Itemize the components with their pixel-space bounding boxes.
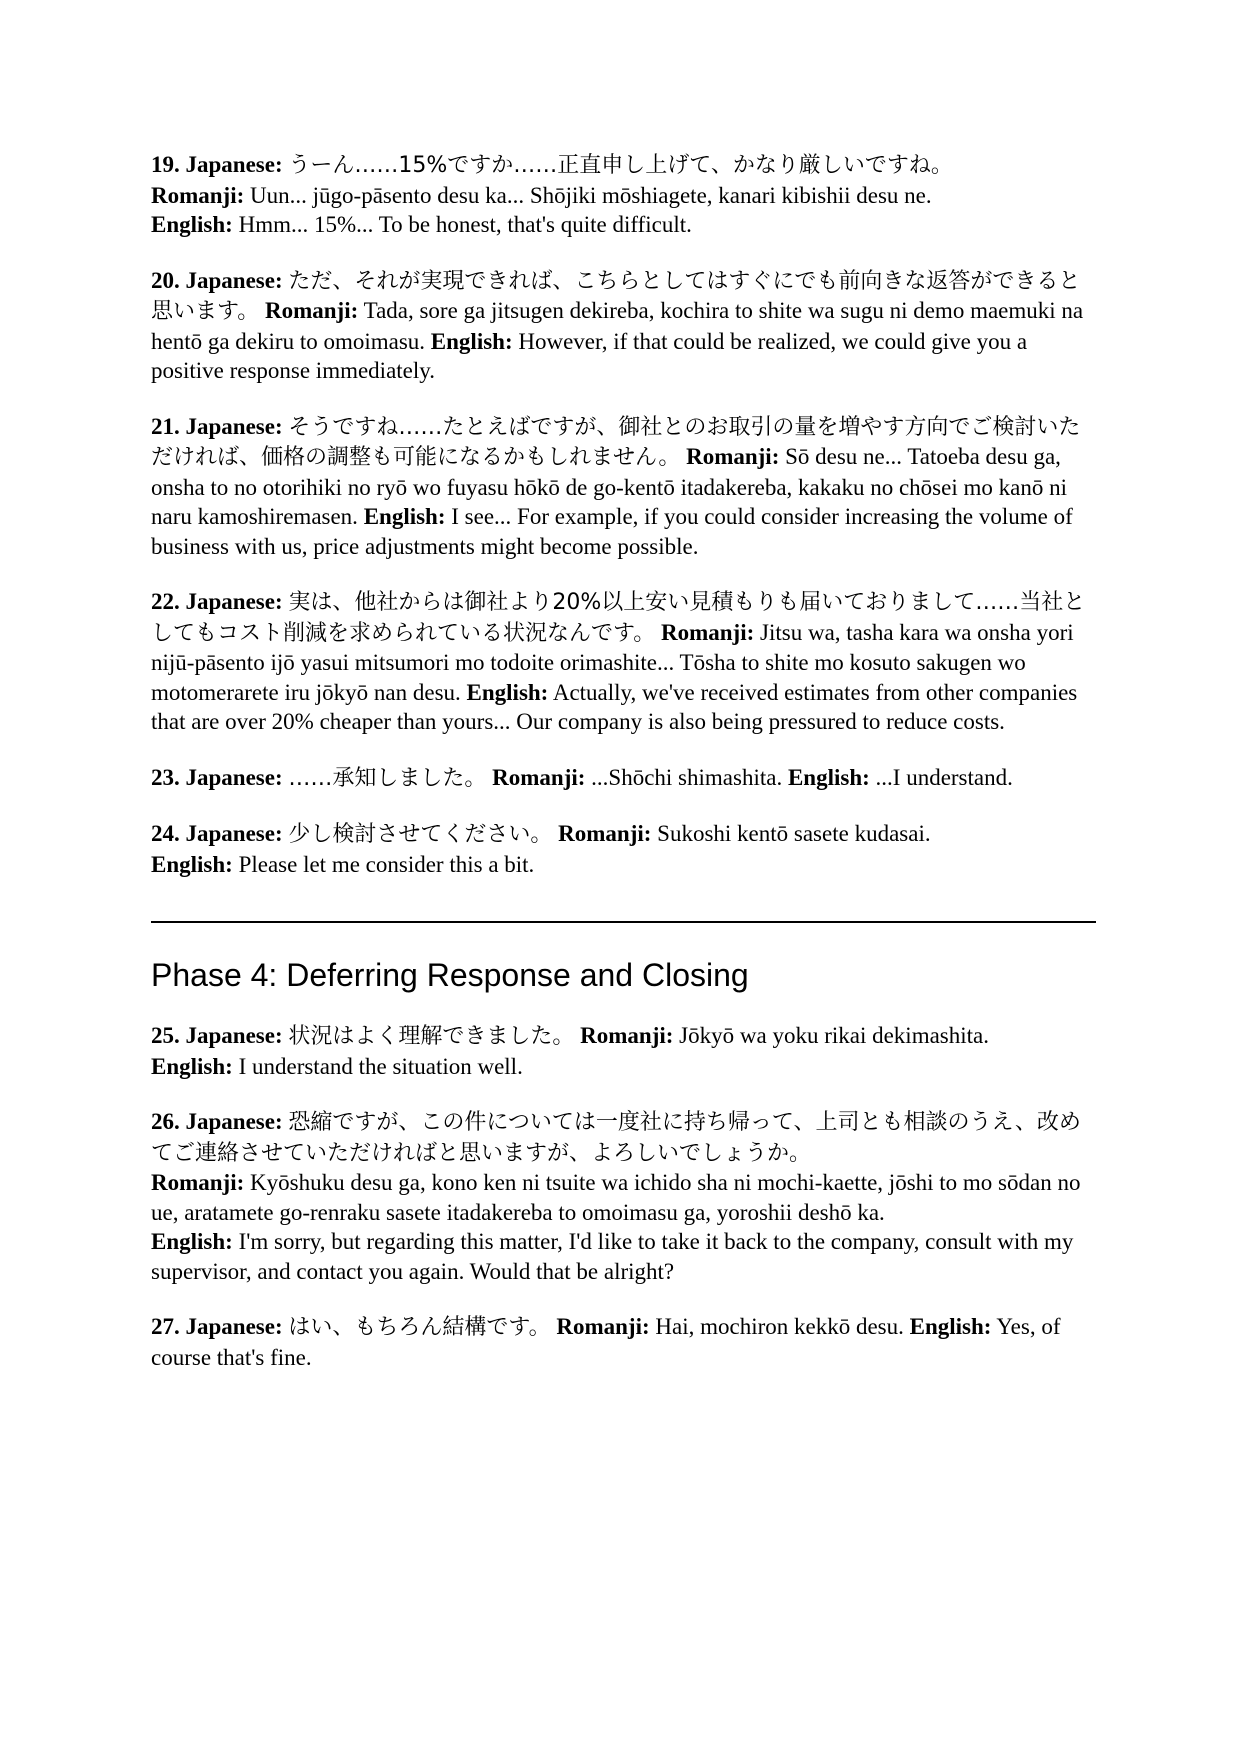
romanji-text: Uun... jūgo-pāsento desu ka... Shōjiki mōshiagete, kanari kibishii desu ne. [250, 182, 932, 208]
english-label: English: [430, 328, 513, 354]
dialogue-entry-26 [151, 1107, 1096, 1286]
entry-number: 22. [151, 589, 180, 614]
entry-number: 21. [151, 413, 180, 439]
romanji-label: Romanji: [265, 298, 359, 323]
english-text: I see... For example, if you could consider increasing the volume of business with us, price adjustments might become possible. [151, 504, 1073, 559]
entry-number: 20. [151, 267, 180, 293]
dialogue-entry-23 [151, 763, 1096, 794]
english-text: Please let me consider this a bit. [238, 851, 535, 877]
dialogue-entry-25 [151, 1021, 1096, 1081]
english-label: English: [151, 212, 233, 237]
japanese-text: ただ、それが実現できれば、こちらとしてはすぐにでも前向きな返答ができると思います。 [151, 268, 1081, 324]
dialogue-entry-27 [151, 1312, 1096, 1372]
entry-number: 25. [151, 1023, 180, 1048]
english-label: English: [909, 1314, 992, 1339]
dialogue-entry-20 [151, 266, 1096, 386]
english-label: English: [363, 504, 446, 529]
japanese-label: Japanese: [185, 764, 283, 790]
entry-number: 19. [151, 152, 180, 177]
romanji-text: Tada, sore ga jitsugen dekireba, kochira to shite wa sugu ni demo maemuki na hentō ga dekiru to omoimasu. [151, 298, 1084, 354]
english-text: However, if that could be realized, we could give you a positive response immediately. [151, 328, 1028, 383]
japanese-text: うーん……15%ですか……正直申し上げて、かなり厳しいですね。 [288, 153, 953, 178]
english-label: English: [151, 1053, 233, 1079]
section-heading: Phase 4: Deferring Response and Closing [151, 957, 749, 993]
japanese-text: 状況はよく理解できました。 [288, 1024, 575, 1049]
section-divider [151, 921, 1096, 923]
english-text: I understand the situation well. [238, 1053, 523, 1079]
romanji-text: Sukoshi kentō sasete kudasai. [657, 821, 931, 846]
dialogue-entry-21 [151, 412, 1096, 562]
romanji-label: Romanji: [558, 821, 652, 846]
romanji-text: Jōkyō wa yoku rikai dekimashita. [679, 1023, 989, 1048]
dialogue-entry-19 [151, 150, 1096, 240]
entry-number: 26. [151, 1109, 180, 1134]
english-text: Actually, we've received estimates from other companies that are over 20% cheaper than yours... Our company is also being pressured to reduce costs. [151, 679, 1078, 734]
romanji-label: Romanji: [686, 444, 780, 469]
entry-number: 27. [151, 1314, 180, 1339]
japanese-label: Japanese: [185, 1314, 283, 1339]
english-label: English: [787, 764, 870, 790]
japanese-text: そうですね……たとえばですが、御社とのお取引の量を増やす方向でご検討いただければ、価格の調整も可能になるかもしれません。 [151, 414, 1081, 470]
entry-number: 23. [151, 764, 180, 790]
romanji-label: Romanji: [580, 1023, 674, 1048]
english-label: English: [151, 1229, 233, 1254]
dialogue-entry-22 [151, 587, 1096, 737]
japanese-text: 少し検討させてください。 [288, 822, 553, 847]
japanese-label: Japanese: [185, 267, 283, 293]
japanese-text: 実は、他社からは御社より20%以上安い見積もりも届いておりまして……当社としてもコスト削減を求められている状況なんです。 [151, 590, 1086, 646]
romanji-text: Hai, mochiron kekkō desu. [655, 1314, 904, 1339]
romanji-label: Romanji: [492, 764, 586, 790]
japanese-label: Japanese: [185, 589, 283, 614]
english-text: Yes, of course that's fine. [151, 1314, 1061, 1370]
japanese-label: Japanese: [185, 152, 283, 177]
romanji-text: Kyōshuku desu ga, kono ken ni tsuite wa ichido sha ni mochi-kaette, jōshi to mo sōdan no ue, aratamete go-renraku sasete itadakereba to omoimasu ga, yoroshii deshō ka. [151, 1170, 1081, 1225]
dialogue-entry-24 [151, 819, 1096, 879]
japanese-label: Japanese: [185, 1109, 283, 1134]
japanese-label: Japanese: [185, 413, 283, 439]
japanese-label: Japanese: [185, 1023, 283, 1048]
japanese-label: Japanese: [185, 821, 283, 846]
romanji-label: Romanji: [661, 619, 755, 645]
japanese-text: ……承知しました。 [288, 765, 487, 791]
japanese-text: はい、もちろん結構です。 [288, 1315, 551, 1340]
entry-number: 24. [151, 821, 180, 846]
english-text: Hmm... 15%... To be honest, that's quite difficult. [238, 212, 692, 237]
english-text: ...I understand. [875, 764, 1013, 790]
english-text: I'm sorry, but regarding this matter, I'd like to take it back to the company, consult with my supervisor, and contact you again. Would that be alright? [151, 1229, 1074, 1284]
romanji-label: Romanji: [151, 182, 245, 208]
romanji-label: Romanji: [556, 1314, 650, 1339]
romanji-text: Jitsu wa, tasha kara wa onsha yori nijū-pāsento ijō yasui mitsumori mo todoite orimashite... Tōsha to shite mo kosuto sakugen wo motomerarete iru jōkyō nan desu. [151, 619, 1074, 705]
english-label: English: [466, 679, 549, 705]
document-content [151, 150, 1096, 1398]
romanji-text: Sō desu ne... Tatoeba desu ga, onsha to no otorihiki no ryō wo fuyasu hōkō de go-kentō itadakereba, kakaku no chōsei mo kanō ni naru kamoshiremasen. [151, 444, 1067, 529]
romanji-label: Romanji: [151, 1170, 245, 1195]
japanese-text: 恐縮ですが、この件については一度社に持ち帰って、上司とも相談のうえ、改めてご連絡させていただければと思いますが、よろしいでしょうか。 [151, 1110, 1081, 1166]
english-label: English: [151, 851, 233, 877]
romanji-text: ...Shōchi shimashita. [591, 764, 783, 790]
